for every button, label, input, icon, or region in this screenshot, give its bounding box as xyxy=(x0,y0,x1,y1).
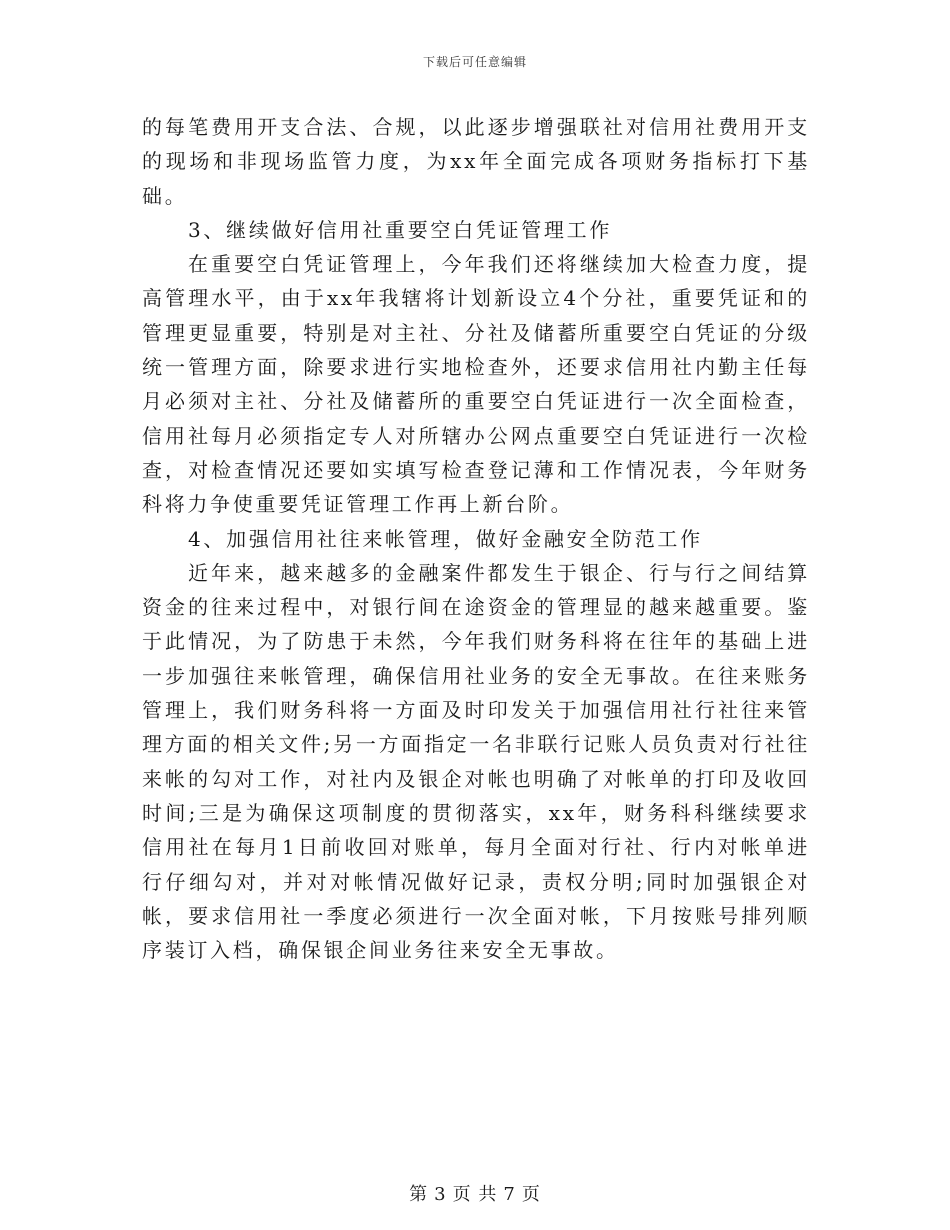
total-pages-number: 7 xyxy=(503,1184,516,1205)
section-heading-3: 3、继续做好信用社重要空白凭证管理工作 xyxy=(188,217,613,242)
current-page-number: 3 xyxy=(434,1184,447,1205)
footer-middle: 页 共 xyxy=(452,1184,498,1205)
paragraph-blank-voucher-management: 在重要空白凭证管理上，今年我们还将继续加大检查力度，提高管理水平，由于xx年我辖将计划新设立4个分社，重要凭证和的管理更显重要，特别是对主社、分社及储蓄所重要空白凭证的分级统一管理方面，除要求进行实地检查外，还要求信用社内勤主任每月必须对主社、分社及储蓄所的重要空白凭证进行一次全面检查，信用社每月必须指定专人对所辖办公网点重要空白凭证进行一次检查，对检查情况还要如实填写检查登记薄和工作情况表，今年财务科将力争使重要凭证管理工作再上新台阶。 xyxy=(142,252,810,517)
footer-suffix: 页 xyxy=(521,1184,541,1205)
paragraph-continuation: 的每笔费用开支合法、合规，以此逐步增强联社对信用社费用开支的现场和非现场监管力度，为xx年全面完成各项财务指标打下基础。 xyxy=(142,115,810,208)
paragraph-interbank-accounts: 近年来，越来越多的金融案件都发生于银企、行与行之间结算资金的往来过程中，对银行间在途资金的管理显的越来越重要。鉴于此情况，为了防患于未然，今年我们财务科将在往年的基础上进一步加强往来帐管理，确保信用社业务的安全无事故。在往来账务管理上，我们财务科将一方面及时印发关于加强信用社行社往来管理方面的相关文件;另一方面指定一名非联行记账人员负责对行社往来帐的勾对工作，对社内及银企对帐也明确了对帐单的打印及收回时间;三是为确保这项制度的贯彻落实，xx年，财务科科继续要求信用社在每月1日前收回对账单，每月全面对行社、行内对帐单进行仔细勾对，并对对帐情况做好记录，责权分明;同时加强银企对帐，要求信用社一季度必须进行一次全面对帐，下月按账号排列顺序装订入档，确保银企间业务往来安全无事故。 xyxy=(142,560,810,963)
page-header: 下载后可任意编辑 xyxy=(422,55,527,69)
footer-prefix: 第 xyxy=(409,1184,429,1205)
document-body xyxy=(142,110,810,967)
page-footer xyxy=(0,1180,950,1206)
section-heading-4: 4、加强信用社往来帐管理，做好金融安全防范工作 xyxy=(188,526,703,551)
